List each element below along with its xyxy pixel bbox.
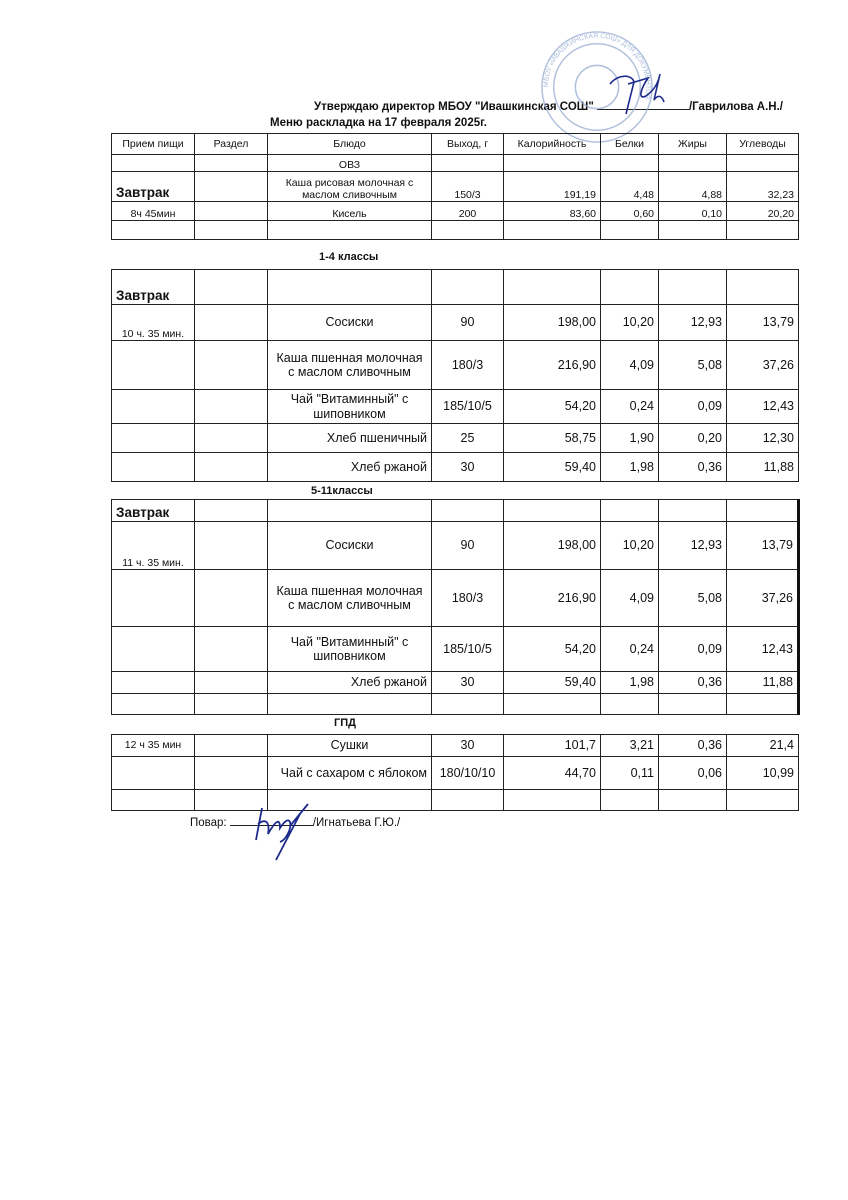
menu-table-gpd	[111, 734, 799, 811]
menu-table-ovz	[111, 133, 799, 240]
cook-prefix: Повар:	[190, 817, 227, 829]
table-row	[112, 790, 799, 811]
dish-name: Чай "Витаминный" с шиповником	[268, 390, 432, 424]
dish-kcal: 216,90	[504, 341, 601, 390]
meal-time: 8ч 45мин	[112, 202, 195, 221]
dish-name: Каша рисовая молочная с маслом сливочным	[268, 172, 432, 202]
section-title: 5-11классы	[311, 485, 373, 497]
dish-kcal: 59,40	[504, 672, 601, 694]
table-row	[112, 570, 799, 627]
dish-protein: 4,48	[601, 172, 659, 202]
dish-name: Хлеб пшеничный	[268, 424, 432, 453]
dish-yield: 90	[432, 305, 504, 341]
dish-yield: 180/10/10	[432, 757, 504, 790]
dish-kcal: 58,75	[504, 424, 601, 453]
dish-fat: 5,08	[659, 570, 727, 627]
table-row	[112, 757, 799, 790]
dish-protein: 1,98	[601, 672, 659, 694]
dish-fat: 0,36	[659, 735, 727, 757]
dish-yield: 180/3	[432, 341, 504, 390]
dish-protein: 10,20	[601, 305, 659, 341]
dish-protein: 1,90	[601, 424, 659, 453]
dish-yield: 200	[432, 202, 504, 221]
dish-yield: 30	[432, 672, 504, 694]
meal-time: 12 ч 35 мин	[112, 735, 195, 757]
dish-name: Хлеб ржаной	[268, 672, 432, 694]
dish-fat: 5,08	[659, 341, 727, 390]
dish-kcal: 198,00	[504, 305, 601, 341]
director-name: /Гаврилова А.Н./	[688, 101, 783, 113]
header-dish: Блюдо	[268, 134, 432, 155]
menu-title: Меню раскладка на 17 февраля 2025г.	[270, 117, 487, 129]
dish-name: Хлеб ржаной	[268, 453, 432, 482]
dish-name: Чай с сахаром с яблоком	[268, 757, 432, 790]
dish-protein: 10,20	[601, 522, 659, 570]
dish-carbs: 12,43	[727, 390, 799, 424]
dish-protein: 0,11	[601, 757, 659, 790]
dish-protein: 4,09	[601, 570, 659, 627]
dish-carbs: 37,26	[727, 570, 799, 627]
dish-name: Каша пшенная молочная с маслом сливочным	[268, 570, 432, 627]
table-row	[112, 341, 799, 390]
dish-carbs: 13,79	[727, 305, 799, 341]
dish-carbs: 11,88	[727, 453, 799, 482]
dish-protein: 0,60	[601, 202, 659, 221]
dish-fat: 12,93	[659, 522, 727, 570]
dish-carbs: 12,43	[727, 627, 799, 672]
section-title: 1-4 классы	[319, 251, 379, 263]
cook-name: /Игнатьева Г.Ю./	[312, 817, 401, 829]
dish-kcal: 44,70	[504, 757, 601, 790]
dish-yield: 180/3	[432, 570, 504, 627]
header-yield: Выход, г	[432, 134, 504, 155]
table-row	[112, 627, 799, 672]
header-carbs: Углеводы	[727, 134, 799, 155]
table-row	[112, 305, 799, 341]
dish-kcal: 191,19	[504, 172, 601, 202]
dish-fat: 0,20	[659, 424, 727, 453]
table-row	[112, 424, 799, 453]
table-row	[112, 500, 799, 522]
meal-name: Завтрак	[112, 172, 195, 202]
table-row	[112, 453, 799, 482]
dish-carbs: 13,79	[727, 522, 799, 570]
dish-carbs: 37,26	[727, 341, 799, 390]
dish-protein: 4,09	[601, 341, 659, 390]
meal-name: Завтрак	[112, 270, 195, 305]
dish-name: Сосиски	[268, 522, 432, 570]
menu-table-grades-5-11	[111, 499, 800, 715]
dish-name: Сушки	[268, 735, 432, 757]
dish-fat: 0,10	[659, 202, 727, 221]
table-row	[112, 155, 799, 172]
table-row	[112, 270, 799, 305]
dish-fat: 0,09	[659, 390, 727, 424]
table-row	[112, 735, 799, 757]
director-signature	[604, 70, 666, 118]
dish-name: Кисель	[268, 202, 432, 221]
dish-yield: 150/3	[432, 172, 504, 202]
dish-carbs: 32,23	[727, 172, 799, 202]
table-row	[112, 221, 799, 240]
meal-time: 11 ч. 35 мин.	[112, 522, 195, 570]
dish-protein: 3,21	[601, 735, 659, 757]
table-row	[112, 202, 799, 221]
dish-protein: 0,24	[601, 390, 659, 424]
dish-yield: 30	[432, 735, 504, 757]
dish-fat: 12,93	[659, 305, 727, 341]
table-row	[112, 694, 799, 715]
stamp-text: МБОУ «ИВАШКИНСКАЯ СОШ» ДЛЯ ДОКУМЕНТОВ	[542, 32, 652, 100]
dish-kcal: 54,20	[504, 390, 601, 424]
dish-kcal: 216,90	[504, 570, 601, 627]
approval-prefix: Утверждаю директор МБОУ "Ивашкинская СОШ"	[314, 101, 594, 113]
header-meal: Прием пищи	[112, 134, 195, 155]
dish-fat: 4,88	[659, 172, 727, 202]
dish-carbs: 10,99	[727, 757, 799, 790]
dish-yield: 90	[432, 522, 504, 570]
table-row	[112, 522, 799, 570]
table-header-row	[112, 134, 799, 155]
dish-fat: 0,36	[659, 453, 727, 482]
dish-kcal: 54,20	[504, 627, 601, 672]
dish-carbs: 20,20	[727, 202, 799, 221]
header-section: Раздел	[195, 134, 268, 155]
dish-fat: 0,36	[659, 672, 727, 694]
meal-time: 10 ч. 35 мин.	[112, 305, 195, 341]
dish-name: Каша пшенная молочная с маслом сливочным	[268, 341, 432, 390]
section-label: ОВЗ	[268, 155, 432, 172]
header-kcal: Калорийность	[504, 134, 601, 155]
table-row	[112, 672, 799, 694]
menu-table-grades-1-4	[111, 269, 799, 482]
dish-kcal: 101,7	[504, 735, 601, 757]
dish-carbs: 12,30	[727, 424, 799, 453]
dish-yield: 30	[432, 453, 504, 482]
table-row	[112, 172, 799, 202]
table-row	[112, 390, 799, 424]
dish-protein: 0,24	[601, 627, 659, 672]
cook-signature	[250, 800, 318, 862]
dish-protein: 1,98	[601, 453, 659, 482]
dish-kcal: 198,00	[504, 522, 601, 570]
dish-fat: 0,09	[659, 627, 727, 672]
dish-yield: 185/10/5	[432, 390, 504, 424]
meal-name: Завтрак	[112, 500, 195, 522]
dish-fat: 0,06	[659, 757, 727, 790]
header-protein: Белки	[601, 134, 659, 155]
header-fat: Жиры	[659, 134, 727, 155]
dish-kcal: 59,40	[504, 453, 601, 482]
dish-carbs: 11,88	[727, 672, 799, 694]
dish-carbs: 21,4	[727, 735, 799, 757]
dish-kcal: 83,60	[504, 202, 601, 221]
section-title: ГПД	[334, 717, 356, 729]
dish-yield: 185/10/5	[432, 627, 504, 672]
dish-name: Чай "Витаминный" с шиповником	[268, 627, 432, 672]
dish-name: Сосиски	[268, 305, 432, 341]
dish-yield: 25	[432, 424, 504, 453]
